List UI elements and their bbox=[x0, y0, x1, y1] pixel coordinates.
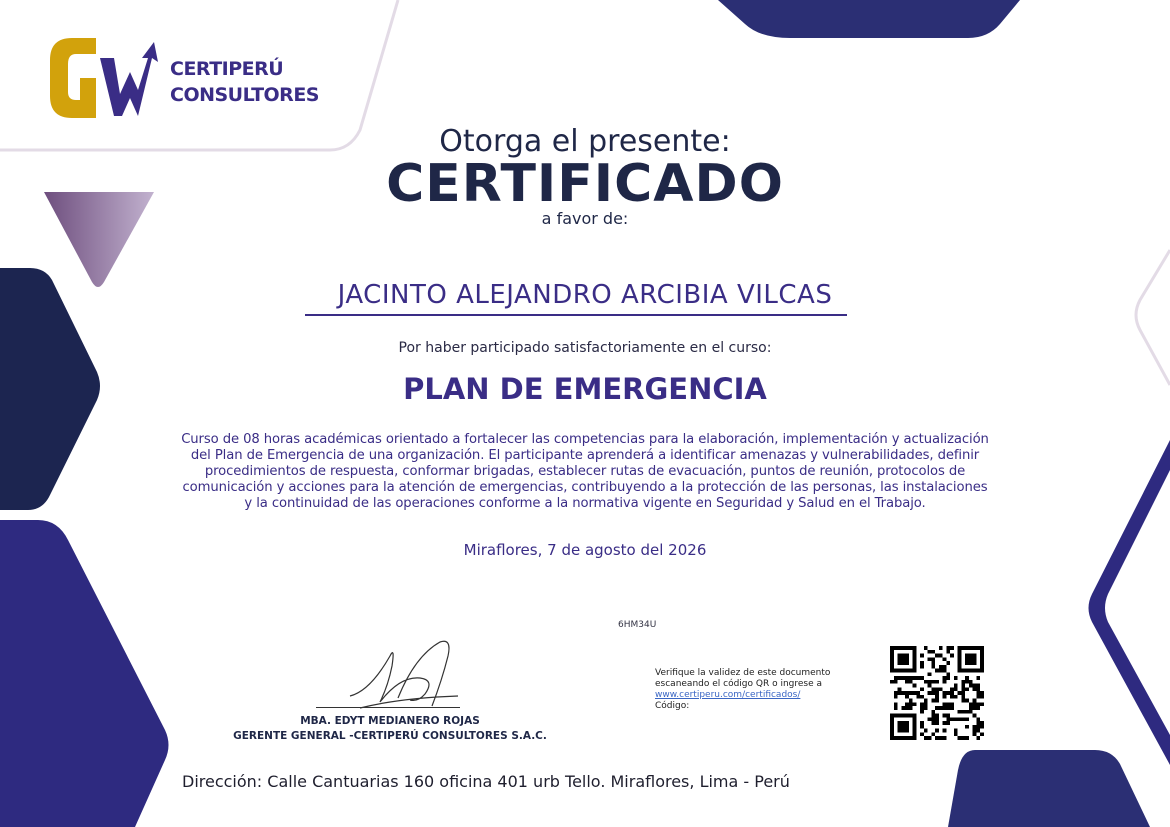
qr-module bbox=[935, 669, 939, 673]
qr-module bbox=[950, 702, 954, 706]
qr-module bbox=[980, 691, 984, 695]
qr-module bbox=[954, 695, 958, 699]
qr-module bbox=[916, 695, 920, 699]
qr-module bbox=[931, 665, 935, 669]
qr-module bbox=[980, 695, 984, 699]
qr-module bbox=[943, 676, 947, 680]
qr-module bbox=[935, 717, 939, 721]
qr-module bbox=[950, 646, 954, 650]
signature-image bbox=[340, 636, 470, 716]
qr-module bbox=[973, 725, 977, 729]
qr-module bbox=[973, 702, 977, 706]
qr-module bbox=[894, 676, 898, 680]
qr-module bbox=[973, 729, 977, 733]
qr-module bbox=[950, 695, 954, 699]
qr-module bbox=[931, 691, 935, 695]
qr-module bbox=[905, 702, 909, 706]
qr-module bbox=[924, 702, 928, 706]
qr-module bbox=[935, 680, 939, 684]
qr-module bbox=[924, 729, 928, 733]
qr-module bbox=[913, 676, 917, 680]
qr-module bbox=[924, 646, 928, 650]
qr-module bbox=[920, 654, 924, 658]
qr-module bbox=[931, 710, 935, 714]
qr-module bbox=[976, 691, 980, 695]
qr-module bbox=[931, 661, 935, 665]
qr-module bbox=[920, 665, 924, 669]
qr-module bbox=[898, 676, 902, 680]
qr-module bbox=[946, 661, 950, 665]
top-right-tab bbox=[718, 0, 1020, 38]
qr-module bbox=[969, 710, 973, 714]
qr-module bbox=[894, 695, 898, 699]
qr-module bbox=[946, 646, 950, 650]
qr-module bbox=[939, 706, 943, 710]
qr-module bbox=[931, 721, 935, 725]
signature-line bbox=[316, 707, 460, 708]
qr-module bbox=[976, 695, 980, 699]
qr-module bbox=[931, 687, 935, 691]
qr-module bbox=[954, 732, 958, 736]
brand-line-1: CERTIPERÚ bbox=[170, 58, 284, 80]
qr-module bbox=[973, 684, 977, 688]
qr-module bbox=[976, 721, 980, 725]
qr-module bbox=[920, 725, 924, 729]
otorga-heading: Otorga el presente: bbox=[439, 124, 731, 159]
qr-module bbox=[961, 695, 965, 699]
qr-module bbox=[909, 699, 913, 703]
qr-module bbox=[961, 710, 965, 714]
qr-module bbox=[961, 717, 965, 721]
qr-module bbox=[898, 721, 909, 732]
qr-module bbox=[943, 691, 947, 695]
qr-module bbox=[958, 736, 962, 740]
qr-module bbox=[950, 654, 954, 658]
qr-module bbox=[943, 714, 947, 718]
qr-module bbox=[943, 706, 947, 710]
qr-module bbox=[943, 729, 947, 733]
qr-module bbox=[931, 650, 935, 654]
qr-module bbox=[920, 695, 924, 699]
qr-module bbox=[928, 672, 932, 676]
qr-module bbox=[980, 732, 984, 736]
qr-module bbox=[946, 676, 950, 680]
qr-module bbox=[965, 717, 969, 721]
signatory-block bbox=[200, 714, 580, 744]
qr-module bbox=[946, 691, 950, 695]
qr-module bbox=[905, 706, 909, 710]
brand-name bbox=[170, 56, 319, 108]
qr-module bbox=[973, 706, 977, 710]
qr-module bbox=[976, 717, 980, 721]
qr-module bbox=[935, 654, 939, 658]
qr-module bbox=[939, 669, 943, 673]
qr-module bbox=[943, 736, 947, 740]
qr-module bbox=[976, 676, 980, 680]
course-description: Curso de 08 horas académicas orientado a fortalecer las competencias para la elaboración, implementación y actualización del Plan de Emergencia de una organización. El participante aprenderá a identificar amenazas y vulnerabilidades, definir procedimientos de respuesta, conformar brigadas, establecer rutas de evacuación, puntos de reunión, protocolos de comunicación y acciones para la atención de emergencias, contribuyendo a la protección de las personas, las instalaciones y la continuidad de las operaciones conforme a la normativa vigente en Seguridad y Salud en el Trabajo. bbox=[181, 432, 989, 511]
qr-module bbox=[935, 695, 939, 699]
qr-module bbox=[973, 687, 977, 691]
qr-module bbox=[965, 699, 969, 703]
qr-module bbox=[909, 702, 913, 706]
verification-link[interactable]: www.certiperu.com/certificados/ bbox=[655, 690, 801, 700]
qr-module bbox=[976, 687, 980, 691]
qr-module bbox=[973, 699, 977, 703]
qr-module bbox=[943, 702, 947, 706]
qr-module bbox=[920, 702, 924, 706]
qr-module bbox=[924, 736, 928, 740]
qr-module bbox=[935, 721, 939, 725]
qr-module bbox=[958, 717, 962, 721]
qr-module bbox=[909, 691, 913, 695]
qr-module bbox=[965, 725, 969, 729]
qr-module bbox=[935, 736, 939, 740]
qr-module bbox=[920, 676, 924, 680]
qr-module bbox=[969, 702, 973, 706]
qr-module bbox=[943, 669, 947, 673]
footer-address: Dirección: Calle Cantuarias 160 oficina 401 urb Tello. Miraflores, Lima - Perú bbox=[182, 772, 790, 791]
qr-module bbox=[935, 687, 939, 691]
qr-module bbox=[965, 687, 969, 691]
qr-module bbox=[965, 676, 969, 680]
qr-module bbox=[935, 699, 939, 703]
qr-module bbox=[961, 684, 965, 688]
qr-module bbox=[928, 736, 932, 740]
qr-module bbox=[943, 721, 947, 725]
brand-line-2: CONSULTORES bbox=[170, 84, 319, 106]
qr-module bbox=[976, 736, 980, 740]
qr-module bbox=[901, 676, 905, 680]
qr-module bbox=[913, 684, 917, 688]
qr-module bbox=[898, 687, 902, 691]
qr-module bbox=[980, 725, 984, 729]
qr-module bbox=[931, 714, 935, 718]
qr-module bbox=[920, 732, 924, 736]
course-title: PLAN DE EMERGENCIA bbox=[403, 372, 767, 406]
qr-module bbox=[965, 710, 969, 714]
qr-module bbox=[976, 729, 980, 733]
qr-module bbox=[943, 680, 947, 684]
qr-module bbox=[905, 691, 909, 695]
qr-module bbox=[931, 732, 935, 736]
right-outline bbox=[1136, 250, 1170, 385]
qr-module bbox=[901, 691, 905, 695]
qr-module bbox=[950, 717, 954, 721]
qr-module bbox=[950, 687, 954, 691]
qr-module bbox=[961, 687, 965, 691]
qr-module bbox=[894, 691, 898, 695]
qr-module bbox=[920, 687, 924, 691]
qr-module bbox=[973, 714, 977, 718]
qr-module bbox=[920, 721, 924, 725]
qr-module bbox=[950, 691, 954, 695]
qr-module bbox=[980, 721, 984, 725]
qr-module bbox=[961, 691, 965, 695]
qr-module bbox=[890, 680, 894, 684]
qr-module bbox=[954, 676, 958, 680]
qr-module bbox=[954, 687, 958, 691]
qr-module bbox=[931, 657, 935, 661]
qr-module bbox=[961, 736, 965, 740]
qr-module bbox=[976, 684, 980, 688]
course-intro: Por haber participado satisfactoriamente en el curso: bbox=[398, 340, 772, 356]
qr-module bbox=[954, 684, 958, 688]
qr-module bbox=[913, 702, 917, 706]
qr-module bbox=[905, 695, 909, 699]
verification-text bbox=[655, 668, 865, 712]
qr-module bbox=[905, 676, 909, 680]
qr-module bbox=[916, 691, 920, 695]
qr-module bbox=[961, 699, 965, 703]
qr-module bbox=[946, 702, 950, 706]
qr-module bbox=[961, 680, 965, 684]
recipient-underline bbox=[305, 314, 847, 316]
qr-module bbox=[913, 691, 917, 695]
qr-module bbox=[976, 706, 980, 710]
qr-module bbox=[946, 721, 950, 725]
qr-module bbox=[943, 657, 947, 661]
qr-module bbox=[954, 717, 958, 721]
qr-module bbox=[943, 665, 947, 669]
bottom-right-shape bbox=[948, 750, 1150, 827]
qr-module bbox=[928, 657, 932, 661]
issue-date: Miraflores, 7 de agosto del 2026 bbox=[463, 541, 707, 559]
qr-module bbox=[928, 717, 932, 721]
qr-module bbox=[928, 650, 932, 654]
qr-module bbox=[909, 680, 913, 684]
verification-line-2: escaneando el código QR o ingrese a bbox=[655, 679, 823, 689]
qr-module bbox=[935, 714, 939, 718]
qr-module bbox=[946, 672, 950, 676]
certificate-title: CERTIFICADO bbox=[386, 154, 784, 214]
qr-code[interactable] bbox=[890, 646, 984, 740]
qr-module bbox=[958, 710, 962, 714]
qr-module bbox=[924, 706, 928, 710]
certiperu-logo-icon bbox=[50, 38, 158, 118]
qr-module bbox=[935, 691, 939, 695]
qr-module bbox=[980, 702, 984, 706]
qr-module bbox=[954, 729, 958, 733]
signatory-name: MBA. EDYT MEDIANERO ROJAS bbox=[300, 715, 480, 727]
qr-module bbox=[976, 702, 980, 706]
qr-module bbox=[909, 676, 913, 680]
qr-module bbox=[920, 706, 924, 710]
qr-module bbox=[894, 702, 898, 706]
qr-module bbox=[939, 665, 943, 669]
qr-module bbox=[894, 706, 898, 710]
qr-module bbox=[931, 680, 935, 684]
qr-module bbox=[943, 695, 947, 699]
qr-module bbox=[931, 699, 935, 703]
certificate-code: 6HM34U bbox=[618, 620, 657, 630]
qr-module bbox=[898, 691, 902, 695]
qr-module bbox=[916, 676, 920, 680]
qr-module bbox=[928, 680, 932, 684]
qr-module bbox=[928, 691, 932, 695]
qr-module bbox=[976, 725, 980, 729]
qr-module bbox=[939, 646, 943, 650]
qr-module bbox=[973, 732, 977, 736]
right-purple-bracket bbox=[1089, 440, 1170, 765]
qr-module bbox=[894, 680, 898, 684]
qr-module bbox=[924, 680, 928, 684]
qr-module bbox=[920, 710, 924, 714]
qr-module bbox=[924, 699, 928, 703]
qr-module bbox=[946, 714, 950, 718]
qr-module bbox=[969, 684, 973, 688]
qr-module bbox=[898, 654, 909, 665]
signatory-role: GERENTE GENERAL -CERTIPERÚ CONSULTORES S.A.C. bbox=[233, 730, 547, 742]
qr-module bbox=[909, 706, 913, 710]
qr-module bbox=[935, 729, 939, 733]
qr-module bbox=[935, 706, 939, 710]
qr-module bbox=[939, 654, 943, 658]
qr-module bbox=[965, 736, 969, 740]
qr-module bbox=[969, 680, 973, 684]
qr-module bbox=[946, 717, 950, 721]
qr-module bbox=[969, 706, 973, 710]
qr-module bbox=[946, 650, 950, 654]
qr-module bbox=[965, 654, 976, 665]
a-favor-label: a favor de: bbox=[541, 209, 629, 228]
qr-module bbox=[939, 687, 943, 691]
qr-module bbox=[931, 717, 935, 721]
recipient-name: JACINTO ALEJANDRO ARCIBIA VILCAS bbox=[337, 280, 833, 310]
qr-module bbox=[928, 684, 932, 688]
verification-line-1: Verifique la validez de este documento bbox=[655, 668, 831, 678]
qr-module bbox=[920, 661, 924, 665]
verification-code-label: Código: bbox=[655, 701, 690, 711]
qr-module bbox=[901, 706, 905, 710]
qr-module bbox=[965, 680, 969, 684]
qr-module bbox=[946, 706, 950, 710]
qr-module bbox=[958, 691, 962, 695]
qr-module bbox=[905, 680, 909, 684]
qr-module bbox=[939, 736, 943, 740]
left-purple-shape bbox=[0, 520, 169, 827]
qr-module bbox=[950, 706, 954, 710]
